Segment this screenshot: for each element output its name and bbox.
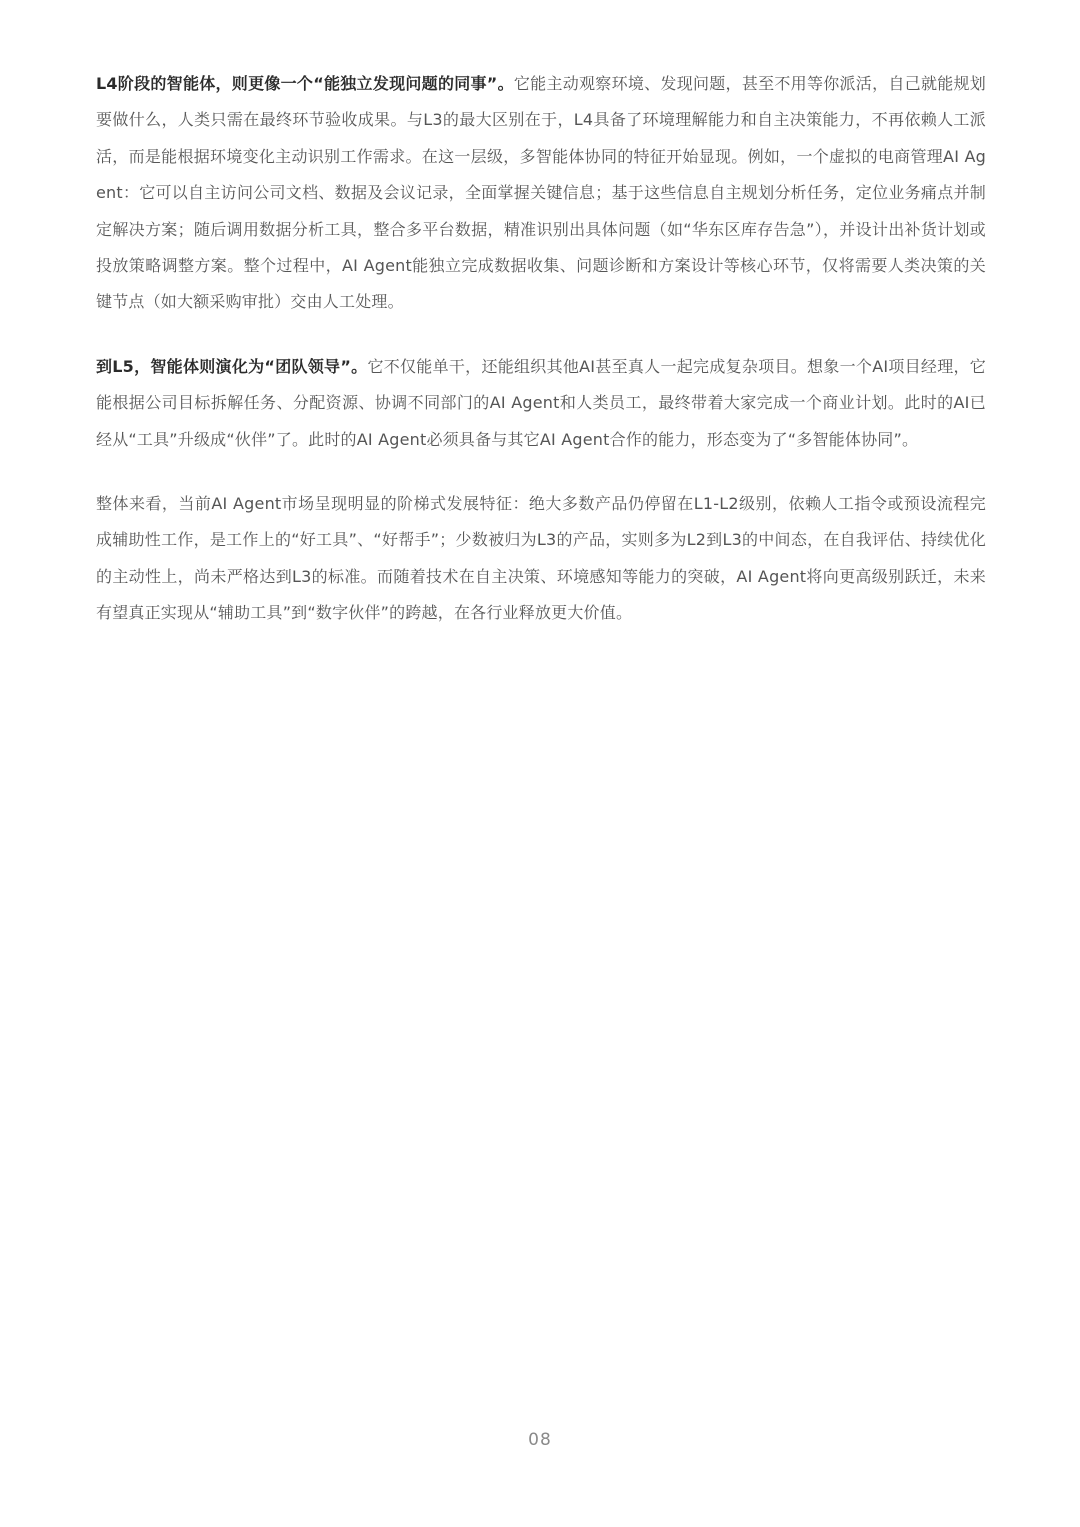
page-content xyxy=(96,66,986,660)
paragraph-l5 xyxy=(96,349,986,458)
paragraph-l4 xyxy=(96,66,986,321)
paragraph-l5-body: 它不仅能单干，还能组织其他AI甚至真人一起完成复杂项目。想象一个AI项目经理，它能根据公司目标拆解任务、分配资源、协调不同部门的AI Agent和人类员工，最终带着大家完成一个商业计划。此时的AI已经从“工具”升级成“伙伴”了。此时的AI Agent必须具备与其它AI Agent合作的能力，形态变为了“多智能体协同”。 xyxy=(96,356,986,449)
paragraph-summary xyxy=(96,486,986,632)
page-number: 08 xyxy=(528,1430,552,1450)
paragraph-l4-lead: L4阶段的智能体，则更像一个“能独立发现问题的同事”。 xyxy=(96,74,514,93)
paragraph-summary-body: 整体来看，当前AI Agent市场呈现明显的阶梯式发展特征：绝大多数产品仍停留在L1-L2级别，依赖人工指令或预设流程完成辅助性工作，是工作上的“好工具”、“好帮手”；少数被归为L3的产品，实则多为L2到L3的中间态，在自我评估、持续优化的主动性上，尚未严格达到L3的标准。而随着技术在自主决策、环境感知等能力的突破，AI Agent将向更高级别跃迁，未来有望真正实现从“辅助工具”到“数字伙伴”的跨越，在各行业释放更大价值。 xyxy=(96,494,986,623)
paragraph-l5-lead: 到L5，智能体则演化为“团队领导”。 xyxy=(96,356,368,376)
paragraph-l4-body: 它能主动观察环境、发现问题，甚至不用等你派活，自己就能规划要做什么，人类只需在最终环节验收成果。与L3的最大区别在于，L4具备了环境理解能力和自主决策能力，不再依赖人工派活，而是能根据环境变化主动识别工作需求。在这一层级，多智能体协同的特征开始显现。例如，一个虚拟的电商管理AI Agent：它可以自主访问公司文档、数据及会议记录，全面掌握关键信息；基于这些信息自主规划分析任务，定位业务痛点并制定解决方案；随后调用数据分析工具，整合多平台数据，精准识别出具体问题（如“华东区库存告急”），并设计出补货计划或投放策略调整方案。整个过程中，AI Agent能独立完成数据收集、问题诊断和方案设计等核心环节，仅将需要人类决策的关键节点（如大额采购审批）交由人工处理。 xyxy=(96,74,986,312)
